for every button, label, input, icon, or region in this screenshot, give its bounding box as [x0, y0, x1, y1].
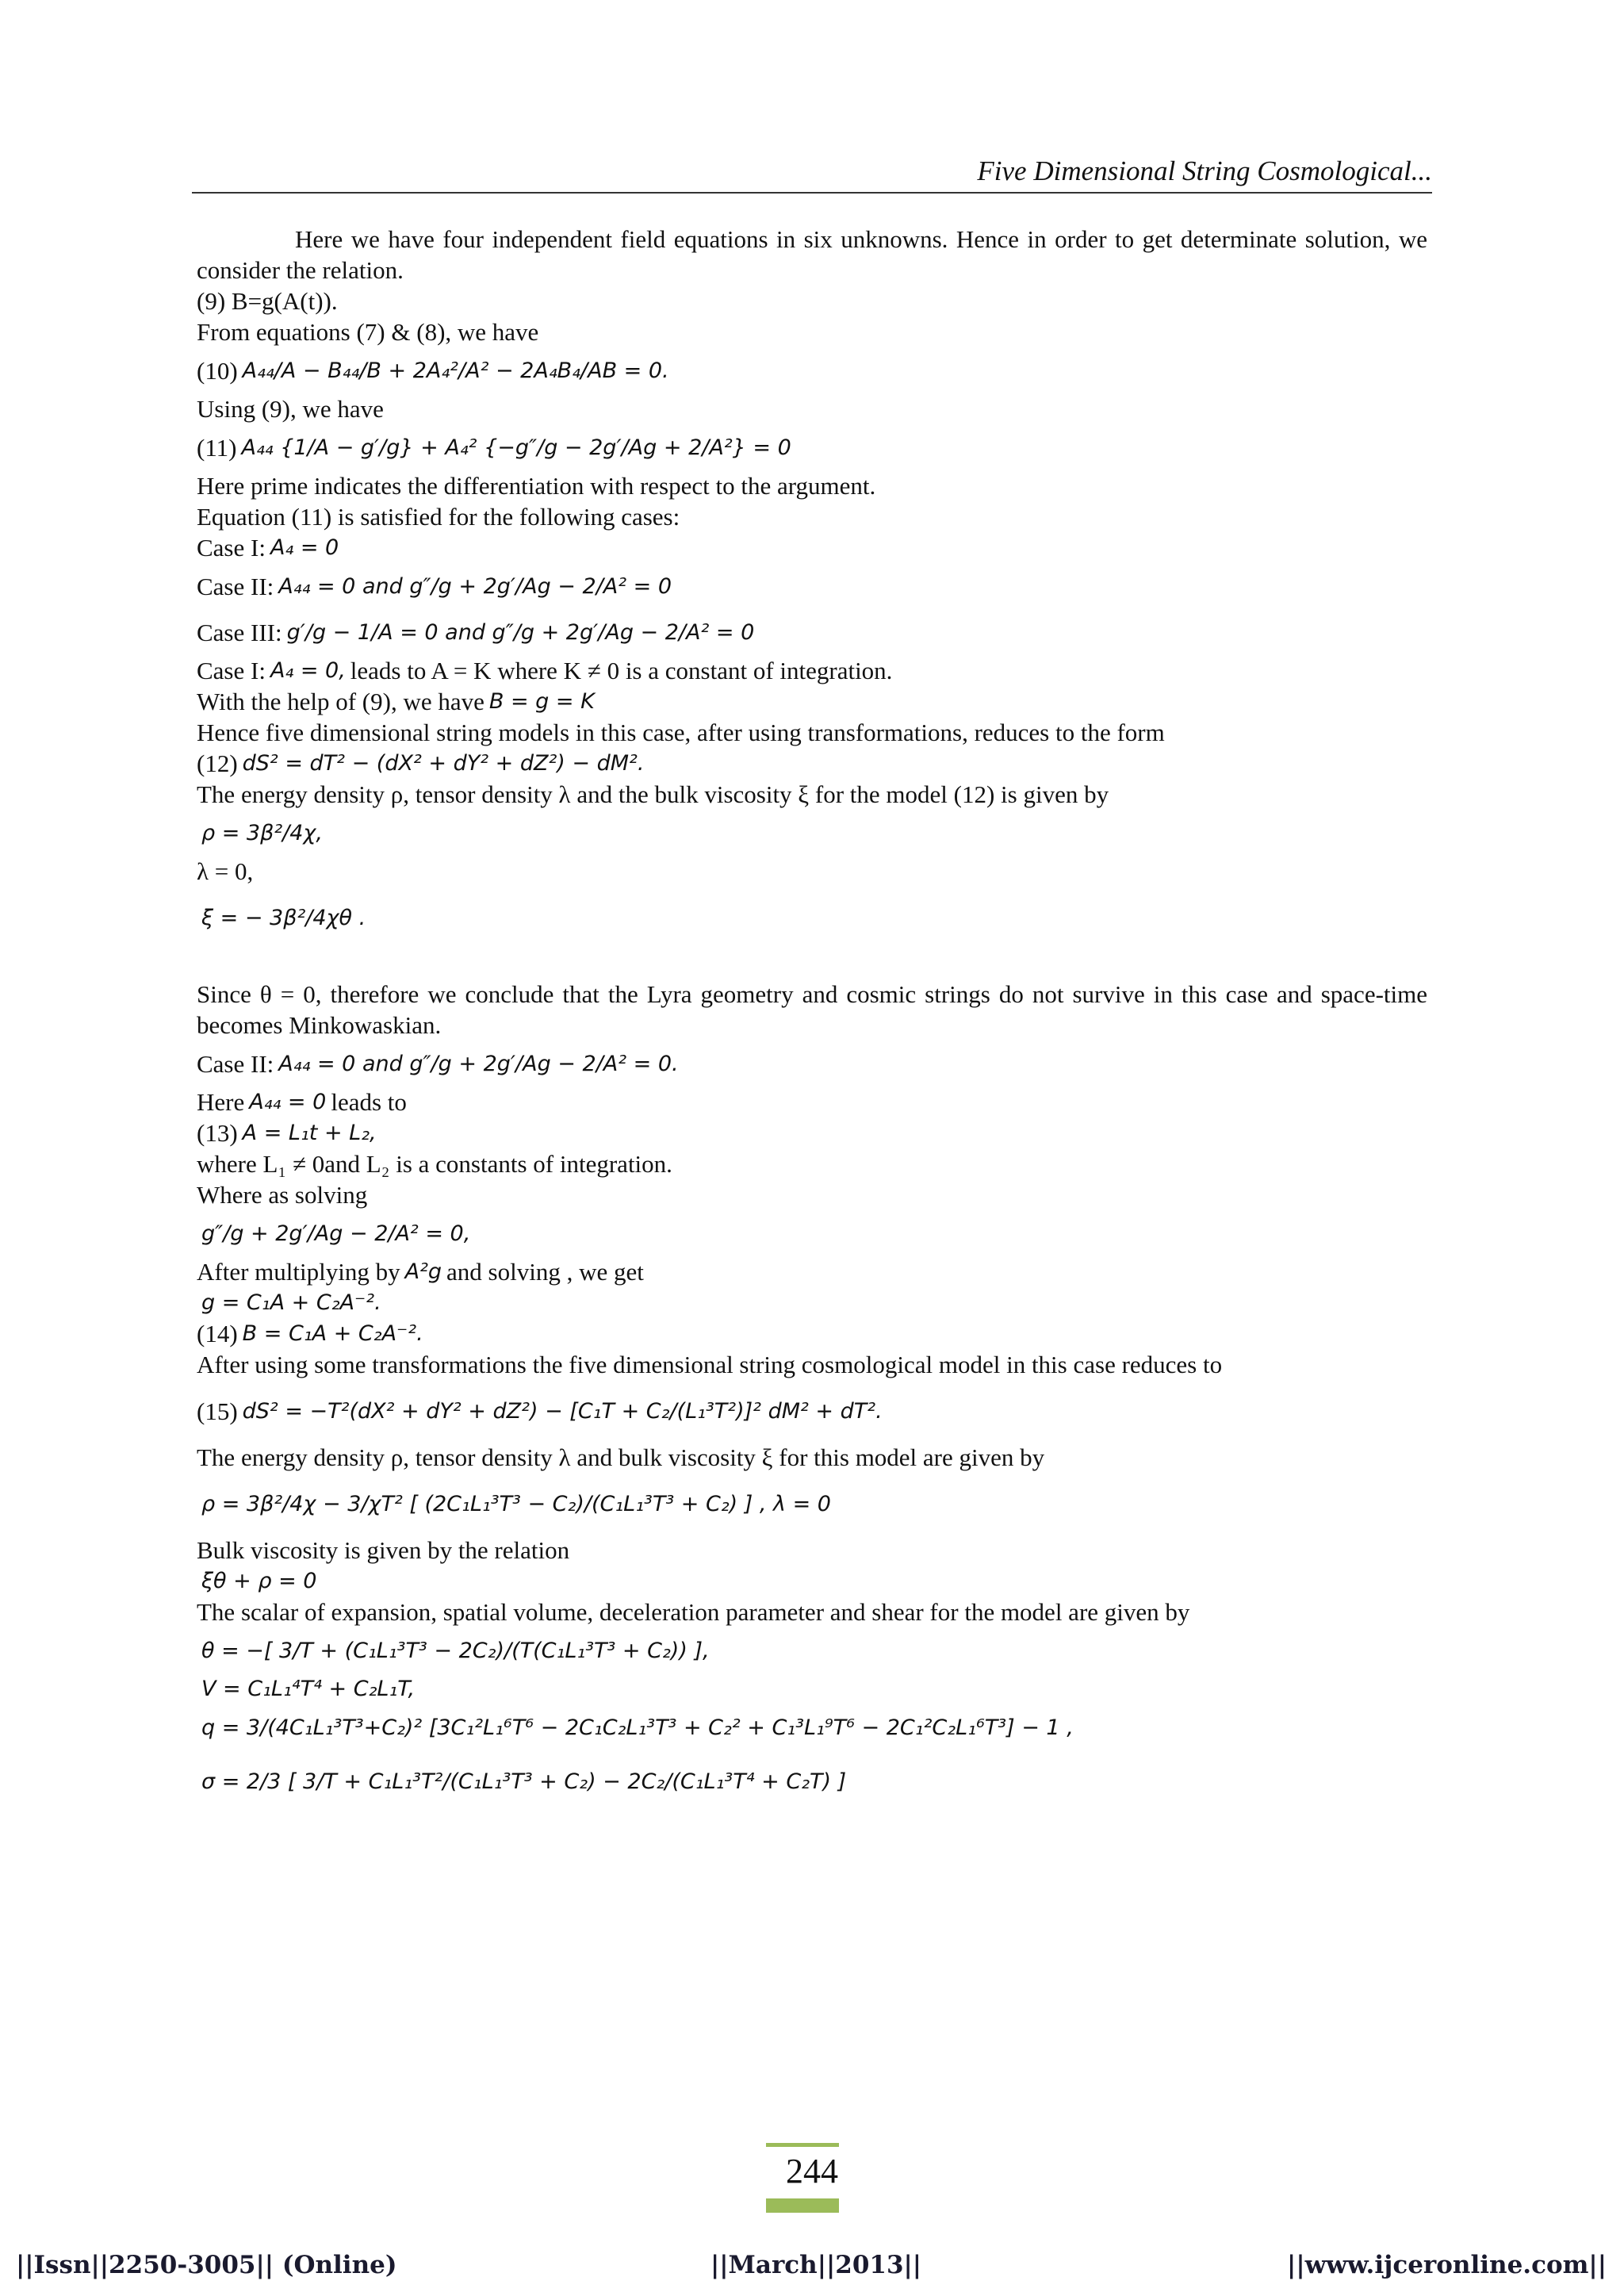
g-eq: g = C₁A + C₂A⁻². [201, 1290, 381, 1315]
whereas-line: Where as solving [197, 1181, 368, 1209]
theta-eq: θ = −[ 3/T + (C₁L₁³T³ − 2C₂)/(T(C₁L₁³T³ + C₂)) ], [201, 1638, 710, 1663]
footer-issn: ||Issn||2250-3005|| (Online) [16, 2251, 397, 2279]
eq12-row [197, 748, 1427, 779]
case2-row [197, 563, 1427, 609]
volume-eq: V = C₁L₁⁴T⁴ + C₂L₁T, [201, 1677, 416, 1701]
page-number-top-bar [766, 2143, 839, 2147]
where-line: where L₁ ≠ 0and L₂ is a constants of integration. [197, 1150, 672, 1178]
case2b-row [197, 1041, 1427, 1087]
eq13-row [197, 1117, 1427, 1148]
eq13-label: (13) [197, 1119, 238, 1147]
case3-label: Case III: [197, 618, 282, 646]
q-row [197, 1704, 1427, 1750]
eq10-label: (10) [197, 356, 238, 385]
case1b-label: Case I: [197, 657, 266, 684]
help9-row [197, 686, 1427, 717]
after-mult-row [197, 1256, 1427, 1287]
volume-row [197, 1673, 1427, 1704]
eq10-row [197, 347, 1427, 393]
after-mult-eq: A²g [404, 1259, 442, 1284]
energy-density-line-2: The energy density ρ, tensor density λ and bulk viscosity ξ for this model are given by [197, 1443, 1045, 1471]
case1-row [197, 532, 1427, 563]
case2b-eq: A₄₄ = 0 and g″/g + 2g′/Ag − 2/A² = 0. [278, 1051, 679, 1076]
eq14-row [197, 1318, 1427, 1349]
case1-eq: A₄ = 0 [270, 535, 339, 560]
case1-label: Case I: [197, 534, 266, 562]
sigma-eq: σ = 2/3 [ 3/T + C₁L₁³T²/(C₁L₁³T³ + C₂) − 2C₂/(C₁L₁³T⁴ + C₂T) ] [201, 1769, 847, 1794]
eq15-row [197, 1380, 1427, 1442]
here-label: Here [197, 1088, 245, 1116]
page-footer [0, 2251, 1624, 2283]
here-eq: A₄₄ = 0 [249, 1090, 327, 1114]
running-header-title: Five Dimensional String Cosmological... [977, 155, 1432, 186]
eq9-line: (9) B=g(A(t)). [197, 287, 338, 315]
eq10: A₄₄/A − B₄₄/B + 2A₄²/A² − 2A₄B₄/AB = 0. [242, 358, 669, 383]
using9-line: Using (9), we have [197, 395, 384, 423]
case1b-text: leads to A = K where K ≠ 0 is a constant of integration. [350, 657, 893, 684]
case3-eq: g′/g − 1/A = 0 and g″/g + 2g′/Ag − 2/A² = 0 [286, 619, 755, 645]
rho1-row [197, 810, 1427, 856]
eq11-row [197, 424, 1427, 470]
case2-label: Case II: [197, 572, 274, 600]
eq12: dS² = dT² − (dX² + dY² + dZ²) − dM². [242, 751, 645, 776]
prime-note: Here prime indicates the differentiation with respect to the argument. [197, 472, 876, 500]
help9-text: With the help of (9), we have [197, 688, 485, 715]
page-number-bottom-bar [766, 2198, 839, 2213]
footer-website: ||www.ijceronline.com|| [1287, 2251, 1607, 2279]
energy-density-line-1: The energy density ρ, tensor density λ and the bulk viscosity ξ for the model (12) is given by [197, 780, 1109, 808]
rho2-eq: ρ = 3β²/4χ − 3/χT² [ (2C₁L₁³T³ − C₂)/(C₁L₁³T³ + C₂) ] , λ = 0 [201, 1491, 831, 1516]
case2b-label: Case II: [197, 1049, 274, 1078]
spacer [197, 949, 1427, 979]
hence-5d-line: Hence five dimensional string models in this case, after using transformations, reduces to the form [197, 719, 1165, 746]
after-transform-line: After using some transformations the five dimensional string cosmological model in this case reduces to [197, 1351, 1223, 1378]
eq13: A = L₁t + L₂, [242, 1121, 377, 1145]
since-theta-paragraph: Since θ = 0, therefore we conclude that the Lyra geometry and cosmic strings do not survive in this case and space-time becomes Minkowaskian. [197, 980, 1427, 1039]
scalar-line: The scalar of expansion, spatial volume, deceleration parameter and shear for the model are given by [197, 1598, 1190, 1626]
theta-row [197, 1627, 1427, 1673]
eq12-label: (12) [197, 749, 238, 777]
bulk-relation-line: Bulk viscosity is given by the relation [197, 1536, 570, 1564]
eq11: A₄₄ {1/A − g′/g} + A₄² {−g″/g − 2g′/Ag + 2/A²} = 0 [241, 435, 791, 460]
header-rule [192, 192, 1432, 194]
rho2-row [197, 1473, 1427, 1535]
help9-eq: B = g = K [488, 689, 595, 714]
rho1-eq: ρ = 3β²/4χ, [201, 820, 323, 845]
bulk-eq: ξθ + ρ = 0 [201, 1569, 317, 1593]
case1b-eq: A₄ = 0, [270, 658, 346, 683]
here-row [197, 1087, 1427, 1117]
sigma-row [197, 1750, 1427, 1812]
g-eq-row [197, 1287, 1427, 1318]
eq14-label: (14) [197, 1320, 238, 1347]
solve-eq: g″/g + 2g′/Ag − 2/A² = 0, [201, 1221, 471, 1246]
from-equations-line: From equations (7) & (8), we have [197, 318, 539, 346]
eq14: B = C₁A + C₂A⁻². [242, 1321, 423, 1346]
xi1-row [197, 887, 1427, 949]
eq11-label: (11) [197, 433, 237, 462]
here-text: leads to [331, 1088, 407, 1116]
after-mult-text: After multiplying by [197, 1258, 400, 1286]
after-mult-tail: and solving , we get [446, 1258, 644, 1286]
intro-paragraph: Here we have four independent field equations in six unknowns. Hence in order to get determinate solution, we consider the relation. [197, 225, 1427, 284]
bulk-eq-row [197, 1566, 1427, 1596]
case2-eq: A₄₄ = 0 and g″/g + 2g′/Ag − 2/A² = 0 [278, 573, 672, 599]
article-body [197, 224, 1427, 1812]
page-number: 244 [786, 2152, 838, 2191]
eq15: dS² = −T²(dX² + dY² + dZ²) − [C₁T + C₂/(L₁³T²)]² dM² + dT². [242, 1398, 883, 1424]
case3-row [197, 609, 1427, 655]
lambda1-line: λ = 0, [197, 857, 254, 885]
xi1-eq: ξ = − 3β²/4χθ . [201, 905, 366, 930]
case1b-row [197, 655, 1427, 686]
solve-eq-row [197, 1210, 1427, 1256]
eq15-label: (15) [197, 1397, 238, 1425]
satisfied-line: Equation (11) is satisfied for the following cases: [197, 503, 680, 531]
q-eq: q = 3/(4C₁L₁³T³+C₂)² [3C₁²L₁⁶T⁶ − 2C₁C₂L₁³T³ + C₂² + C₁³L₁⁹T⁶ − 2C₁²C₂L₁⁶T³] − 1 , [201, 1715, 1074, 1740]
footer-date: ||March||2013|| [710, 2251, 922, 2279]
